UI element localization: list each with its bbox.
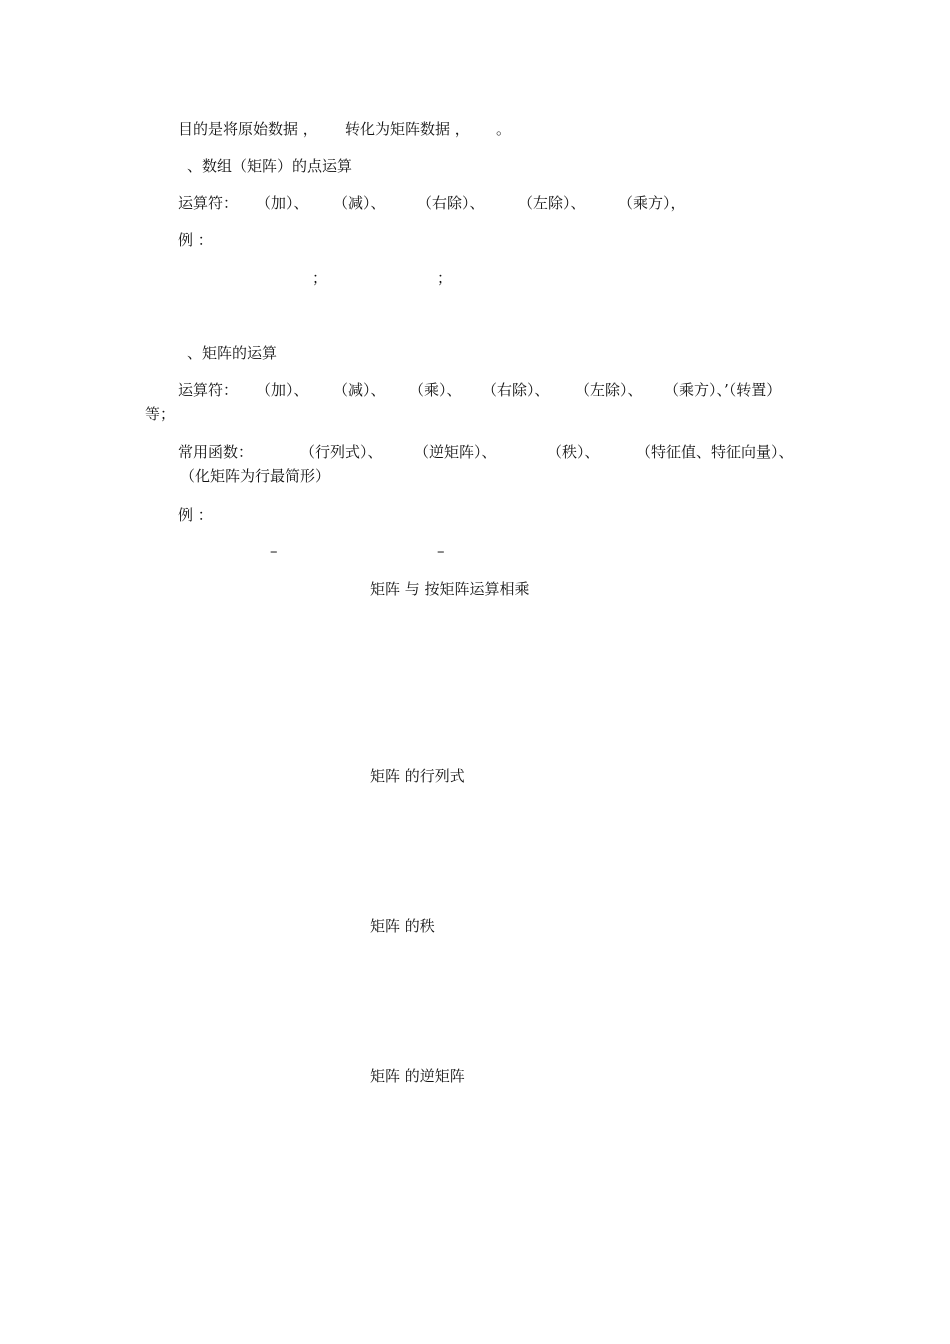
dot-ops-label: 运算符： xyxy=(178,194,239,212)
matrix-example-label: 例 ： xyxy=(178,506,213,524)
caption-inverse: 矩阵 的逆矩阵 xyxy=(370,1067,465,1085)
dot-ops-heading: 、数组（矩阵）的点运算 xyxy=(187,157,353,175)
fn-det: （行列式）、 xyxy=(300,443,383,461)
matrix-op-mul: （乘）、 xyxy=(409,381,462,399)
caption-determinant: 矩阵 的行列式 xyxy=(370,767,465,785)
matrix-ops-tail: 等； xyxy=(145,405,176,423)
matrix-op-rdiv: （右除）、 xyxy=(482,381,550,399)
intro-text-1: 目的是将原始数据 ， xyxy=(178,120,318,138)
dot-example-sep-1: ； xyxy=(312,269,328,287)
dot-example-sep-2: ； xyxy=(437,269,453,287)
example-dash-2: – xyxy=(437,542,445,560)
matrix-op-ldiv: （左除）、 xyxy=(575,381,643,399)
fn-inv: （逆矩阵）、 xyxy=(414,443,497,461)
dot-op-pow: （乘方）， xyxy=(618,194,686,212)
matrix-op-add: （加）、 xyxy=(256,381,309,399)
dot-op-add: （加）、 xyxy=(256,194,309,212)
functions-label: 常用函数： xyxy=(178,443,254,461)
dot-example-label: 例 ： xyxy=(178,231,213,249)
example-dash-1: – xyxy=(270,542,278,560)
intro-text-2: 转化为矩阵数据 ， xyxy=(345,120,470,138)
matrix-ops-label: 运算符： xyxy=(178,381,239,399)
intro-text-3: 。 xyxy=(496,120,512,138)
fn-eig: （特征值、特征向量）、 xyxy=(636,443,794,461)
dot-op-sub: （减）、 xyxy=(333,194,386,212)
caption-matrix-multiply: 矩阵 与 按矩阵运算相乘 xyxy=(370,580,530,598)
fn-rank: （秩）、 xyxy=(547,443,600,461)
fn-rref: （化矩阵为行最简形） xyxy=(180,467,331,485)
caption-rank: 矩阵 的秩 xyxy=(370,917,435,935)
matrix-op-pow-transpose: （乘方）、’（转置） xyxy=(664,381,782,399)
matrix-ops-heading: 、矩阵的运算 xyxy=(187,344,278,362)
dot-op-ldiv: （左除）、 xyxy=(518,194,586,212)
matrix-op-sub: （减）、 xyxy=(333,381,386,399)
dot-op-rdiv: （右除）、 xyxy=(417,194,485,212)
